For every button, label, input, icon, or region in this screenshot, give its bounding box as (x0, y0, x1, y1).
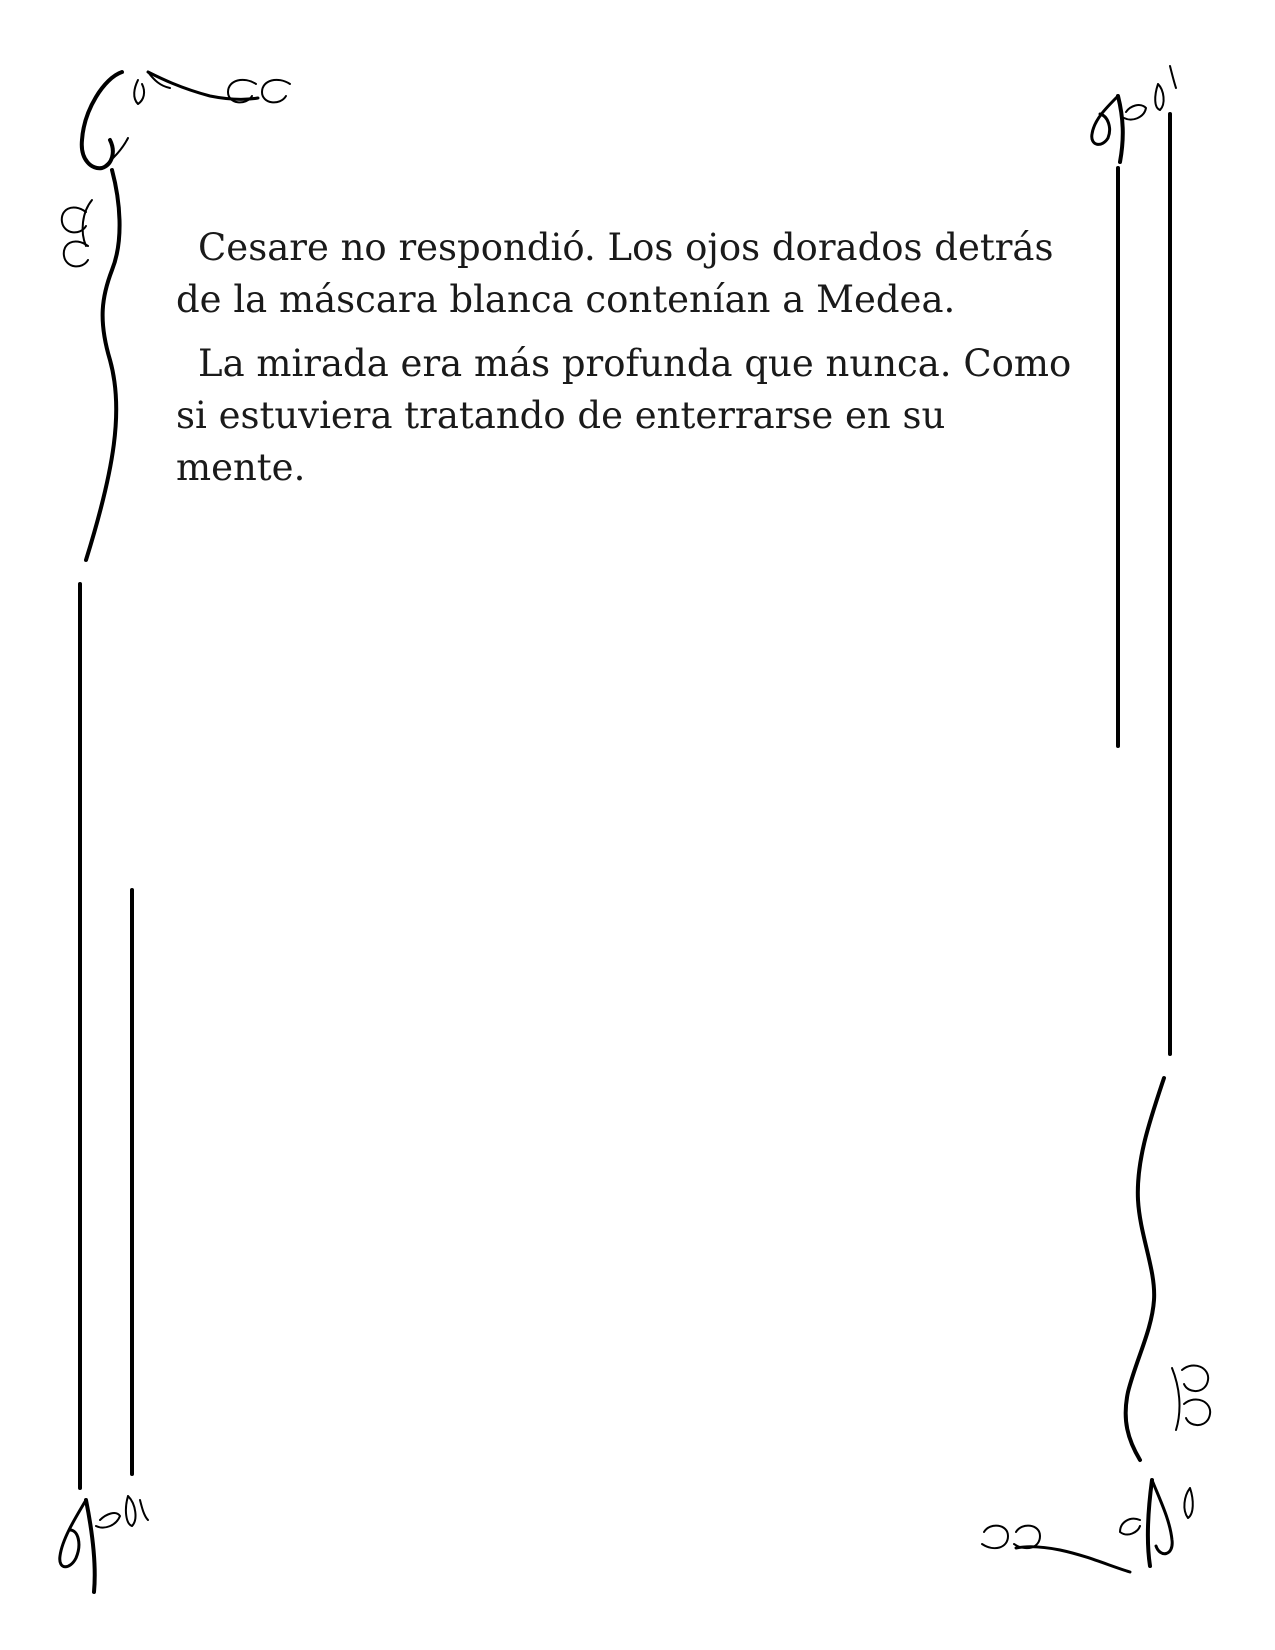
paragraph-2: La mirada era más profunda que nunca. Como si estuviera tratando de enterrarse en su mente. (176, 342, 1072, 489)
paragraph-1: Cesare no respondió. Los ojos dorados detrás de la máscara blanca contenían a Medea. (176, 226, 1054, 321)
bottom-right-flourish-icon (982, 1078, 1210, 1572)
body-text (176, 222, 1076, 506)
bottom-left-flourish-icon (60, 1496, 148, 1592)
top-right-flourish-icon (1092, 66, 1176, 162)
